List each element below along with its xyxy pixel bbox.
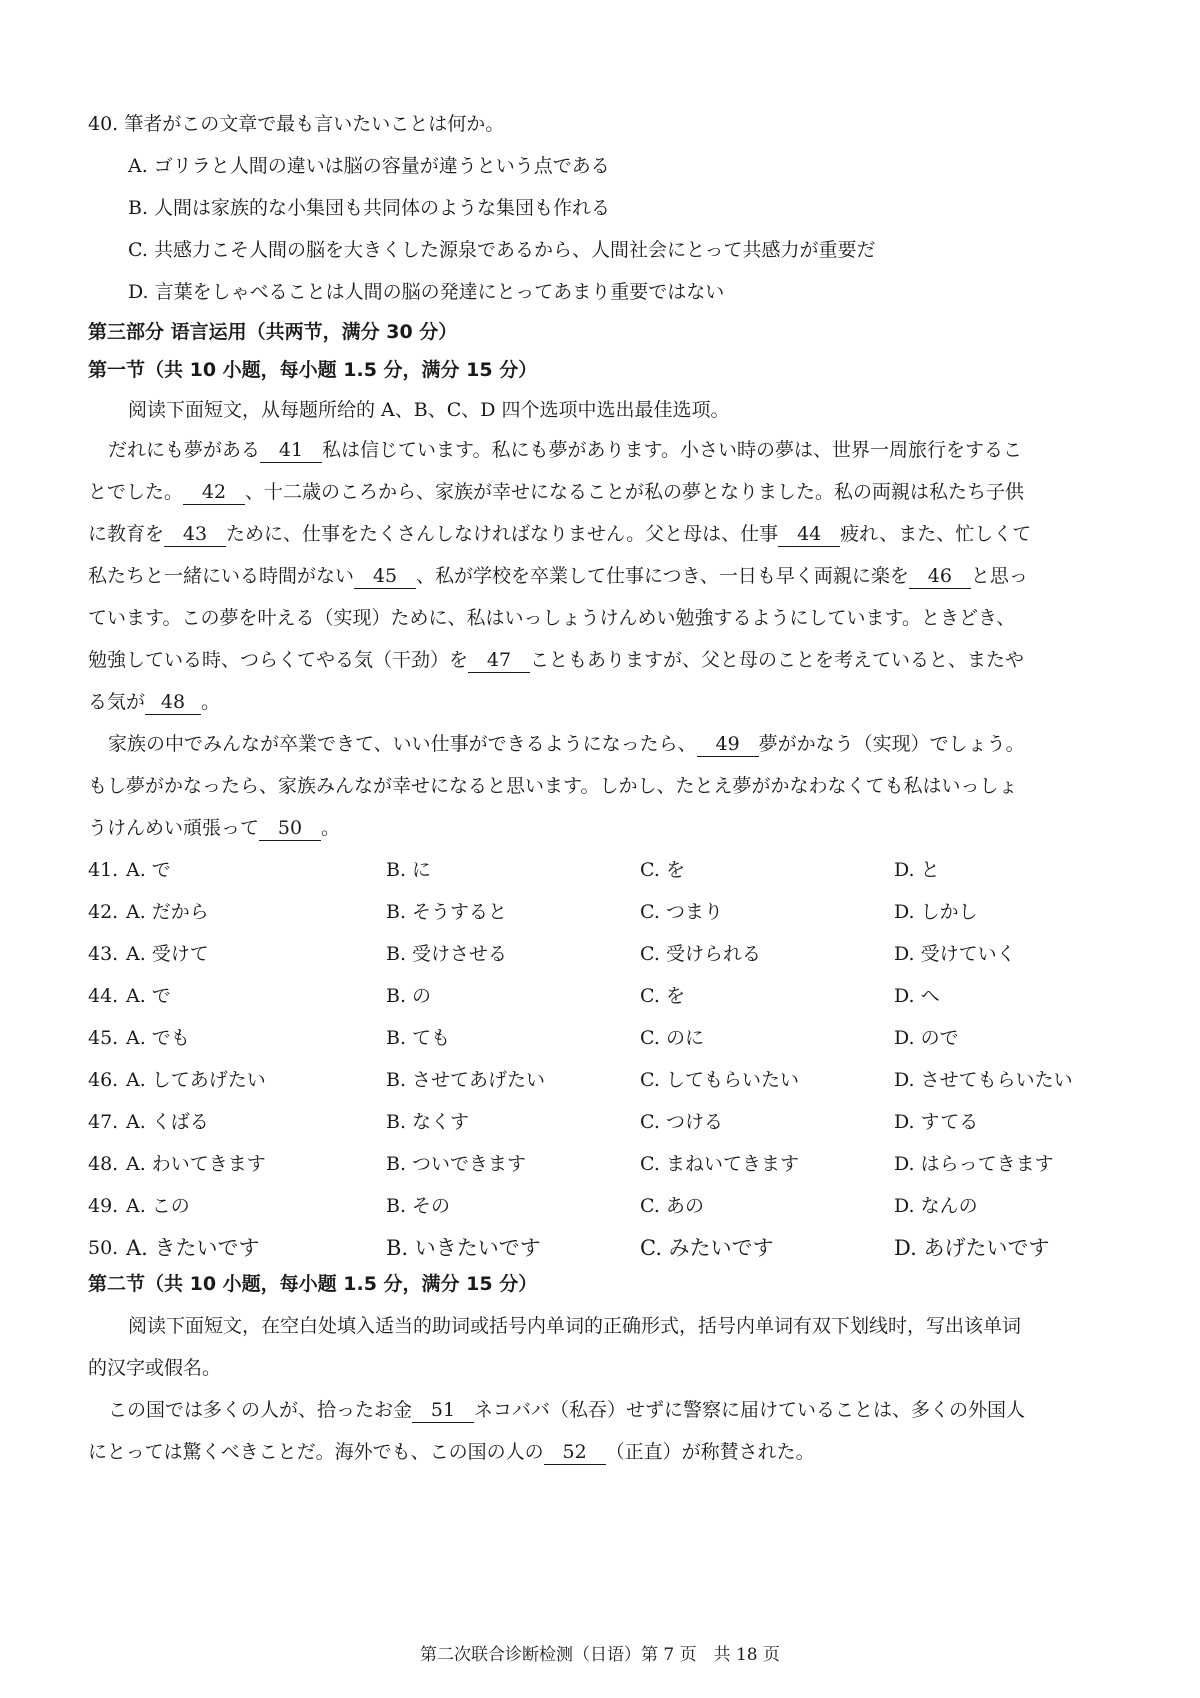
blank-47: 47: [468, 648, 530, 673]
question-number: 50.: [88, 1237, 119, 1259]
option-d: D. なんの: [894, 1195, 978, 1217]
option-d: D. はらってきます: [894, 1153, 1054, 1175]
option-a: A. してあげたい: [126, 1069, 266, 1091]
option-d: D. へ: [894, 985, 940, 1007]
option-d: D. あげたいです: [894, 1236, 1050, 1260]
question-40-option-a: A. ゴリラと人間の違いは脳の容量が違うという点である: [128, 155, 610, 177]
option-c: C. を: [640, 985, 685, 1007]
option-a: A. でも: [126, 1027, 190, 1049]
option-c: C. を: [640, 859, 685, 881]
option-c: C. 受けられる: [640, 943, 761, 965]
blank-48: 48: [145, 690, 201, 715]
blank-41: 41: [260, 438, 322, 463]
question-46-options: [88, 1065, 1148, 1095]
option-c: C. みたいです: [640, 1236, 774, 1260]
question-42-options: [88, 897, 1148, 927]
option-d: D. させてもらいたい: [894, 1069, 1073, 1091]
passage2-line2: にとっては驚くべきことだ。海外でも、この国の人の 52 （正直）が称賛された。: [88, 1441, 815, 1463]
question-50-options: [88, 1233, 1148, 1263]
section2-instruction-line1: 阅读下面短文，在空白处填入适当的助词或括号内单词的正确形式，括号内单词有双下划线时，写出该单词: [128, 1315, 1022, 1337]
part3-heading: 第三部分 语言运用（共两节，满分 30 分）: [88, 321, 458, 343]
blank-51: 51: [412, 1398, 474, 1423]
option-b: B. ついできます: [386, 1153, 527, 1175]
passage1-line2: とでした。 42 、十二歳のころから、家族が幸せになることが私の夢となりました。私の両親は私たち子供: [88, 481, 1025, 503]
page-footer: 第二次联合诊断检测（日语）第 7 页 共 18 页: [419, 1645, 781, 1665]
blank-43: 43: [164, 522, 226, 547]
blank-44: 44: [778, 522, 840, 547]
option-d: D. ので: [894, 1027, 959, 1049]
passage1-line6: 勉強している時、つらくてやる気（干劲）を 47 こともありますが、父と母のことを考えていると、またや: [88, 649, 1025, 671]
option-c: C. のに: [640, 1027, 704, 1049]
section2-heading: 第二节（共 10 小题，每小题 1.5 分，满分 15 分）: [88, 1273, 538, 1295]
option-a: A. だから: [126, 901, 209, 923]
option-b: B. に: [386, 859, 432, 881]
blank-50: 50: [259, 816, 321, 841]
option-b: B. の: [386, 985, 432, 1007]
passage1-line10: うけんめい頑張って 50 。: [88, 817, 341, 839]
question-40-option-b: B. 人間は家族的な小集団も共同体のような集団も作れる: [128, 197, 611, 219]
question-number: 46.: [88, 1069, 119, 1091]
question-number: 48.: [88, 1153, 119, 1175]
blank-52: 52: [544, 1440, 606, 1465]
option-b: B. その: [386, 1195, 451, 1217]
passage2-line1: この国では多くの人が、拾ったお金 51 ネコババ（私吞）せずに警察に届けていることは、多くの外国人: [108, 1399, 1026, 1421]
option-b: B. いきたいです: [386, 1236, 541, 1260]
option-a: A. で: [126, 985, 171, 1007]
question-number: 42.: [88, 901, 119, 923]
question-number: 41.: [88, 859, 119, 881]
option-a: A. くばる: [126, 1111, 209, 1133]
question-number: 43.: [88, 943, 119, 965]
option-a: A. きたいです: [126, 1236, 260, 1260]
question-number: 49.: [88, 1195, 119, 1217]
option-d: D. すてる: [894, 1111, 979, 1133]
option-a: A. で: [126, 859, 171, 881]
option-a: A. 受けて: [126, 943, 209, 965]
question-40-option-d: D. 言葉をしゃべることは人間の脳の発達にとってあまり重要ではない: [128, 281, 725, 303]
question-41-options: [88, 855, 1148, 885]
option-d: D. しかし: [894, 901, 978, 923]
option-b: B. 受けさせる: [386, 943, 508, 965]
option-a: A. わいてきます: [126, 1153, 266, 1175]
question-44-options: [88, 981, 1148, 1011]
question-number: 44.: [88, 985, 119, 1007]
option-b: B. ても: [386, 1027, 451, 1049]
question-40-stem: 40. 筆者がこの文章で最も言いたいことは何か。: [88, 113, 505, 135]
passage1-line3: に教育を 43 ために、仕事をたくさんしなければなりません。父と母は、仕事 44 疲れ、また、忙しくて: [88, 523, 1032, 545]
passage1-line9: もし夢がかなったら、家族みんなが幸せになると思います。しかし、たとえ夢がかなわなくても私はいっしょ: [88, 775, 1018, 797]
blank-46: 46: [909, 564, 971, 589]
option-b: B. そうすると: [386, 901, 508, 923]
passage1-line5: ています。この夢を叶える（实现）ために、私はいっしょうけんめい勉強するようにしています。ときどき、: [88, 607, 1016, 629]
option-c: C. まねいてきます: [640, 1153, 799, 1175]
option-a: A. この: [126, 1195, 190, 1217]
option-c: C. してもらいたい: [640, 1069, 799, 1091]
option-c: C. つまり: [640, 901, 723, 923]
question-number: 45.: [88, 1027, 119, 1049]
question-48-options: [88, 1149, 1148, 1179]
question-40-option-c: C. 共感力こそ人間の脳を大きくした源泉であるから、人間社会にとって共感力が重要だ: [128, 239, 876, 261]
passage1-line8: 家族の中でみんなが卒業できて、いい仕事ができるようになったら、 49 夢がかなう（实现）でしょう。: [108, 733, 1025, 755]
passage1-line1: だれにも夢がある 41 私は信じています。私にも夢があります。小さい時の夢は、世界一周旅行をするこ: [108, 439, 1022, 461]
blank-42: 42: [183, 480, 245, 505]
question-47-options: [88, 1107, 1148, 1137]
blank-45: 45: [354, 564, 416, 589]
question-number: 47.: [88, 1111, 119, 1133]
question-45-options: [88, 1023, 1148, 1053]
question-43-options: [88, 939, 1148, 969]
passage1-line7: る気が 48 。: [88, 691, 221, 713]
section1-instruction: 阅读下面短文，从每题所给的 A、B、C、D 四个选项中选出最佳选项。: [128, 399, 730, 421]
passage1-line4: 私たちと一緒にいる時間がない 45 、私が学校を卒業して仕事につき、一日も早く両親に楽を 46 と思っ: [88, 565, 1028, 587]
option-b: B. させてあげたい: [386, 1069, 546, 1091]
blank-49: 49: [697, 732, 759, 757]
option-d: D. 受けていく: [894, 943, 1016, 965]
option-d: D. と: [894, 859, 940, 881]
option-c: C. あの: [640, 1195, 704, 1217]
option-b: B. なくす: [386, 1111, 470, 1133]
section2-instruction-line2: 的汉字或假名。: [88, 1357, 222, 1379]
section1-heading: 第一节（共 10 小题，每小题 1.5 分，满分 15 分）: [88, 359, 538, 381]
option-c: C. つける: [640, 1111, 723, 1133]
question-49-options: [88, 1191, 1148, 1221]
